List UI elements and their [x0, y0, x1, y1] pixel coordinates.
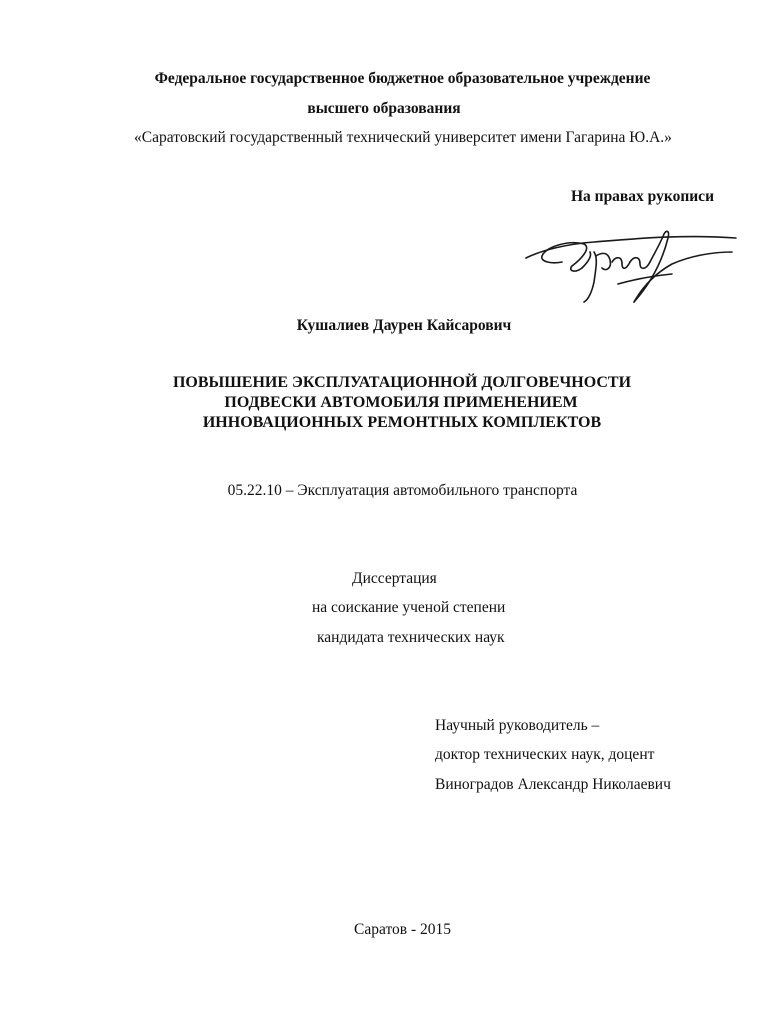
dissertation-label: Диссертация [352, 570, 437, 587]
supervisor-name: Виноградов Александр Николаевич [435, 776, 671, 793]
dissertation-degree-line: на соискание ученой степени [312, 599, 506, 616]
author-name: Кушалиев Даурен Кайсарович [296, 317, 512, 334]
title-line-1: ПОВЫШЕНИЕ ЭКСПЛУАТАЦИОННОЙ ДОЛГОВЕЧНОСТИ [172, 374, 632, 391]
institution-line-3: «Саратовский государственный технический университет имени Гагарина Ю.А.» [134, 129, 672, 146]
manuscript-note: На правах рукописи [570, 188, 714, 205]
institution-line-2: высшего образования [307, 100, 461, 117]
title-line-3: ИННОВАЦИОННЫХ РЕМОНТНЫХ КОМПЛЕКТОВ [202, 414, 602, 431]
specialty: 05.22.10 – Эксплуатация автомобильного транспорта [227, 482, 578, 499]
title-line-2: ПОДВЕСКИ АВТОМОБИЛЯ ПРИМЕНЕНИЕМ [224, 394, 578, 411]
dissertation-field-line: кандидата технических наук [317, 629, 505, 646]
supervisor-label: Научный руководитель – [435, 717, 600, 734]
supervisor-degree: доктор технических наук, доцент [435, 746, 655, 763]
handwritten-signature [522, 222, 742, 308]
institution-line-1: Федеральное государственное бюджетное образовательное учреждение [154, 70, 651, 87]
city-year: Саратов - 2015 [354, 921, 451, 938]
